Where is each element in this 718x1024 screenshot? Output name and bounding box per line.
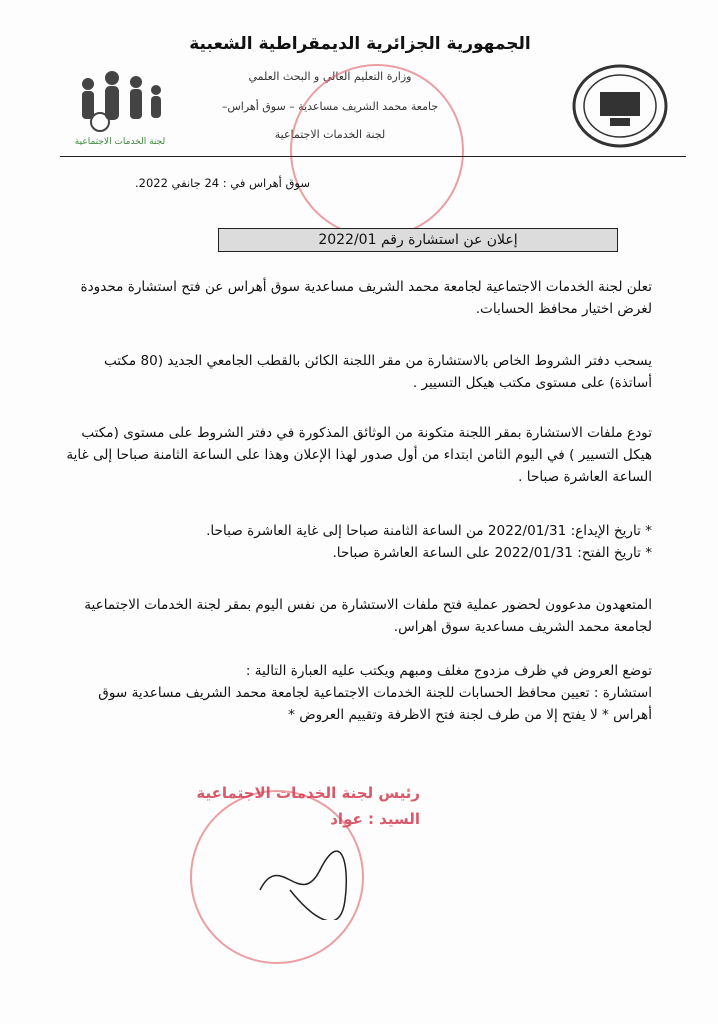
university-name: جامعة محمد الشريف مساعدية – سوق أهراس– <box>221 100 439 113</box>
university-logo-icon <box>570 62 670 150</box>
committee-name: لجنة الخدمات الاجتماعية <box>274 128 386 141</box>
signatory-name: السيد : عواد <box>330 810 420 828</box>
paragraph-specifications: يسحب دفتر الشروط الخاص بالاستشارة من مقر اللجنة الكائن بالقطب الجامعي الجديد (80 مكتب أساتذة) على مستوى مكتب هيكل التسيير . <box>103 353 652 391</box>
paragraph-intro: تعلن لجنة الخدمات الاجتماعية لجامعة محمد الشريف مساعدية سوق أهراس عن فتح استشارة محدودة لغرض اختيار محافظ الحسابات. <box>80 279 652 317</box>
paragraph-envelope <box>62 660 652 726</box>
paragraph-invitation: المتعهدون مدعوون لحضور عملية فتح ملفات الاستشارة من نفس اليوم بمقر لجنة الخدمات الاجتماعية لجامعة محمد الشريف مساعدية سوق اهراس. <box>84 597 652 635</box>
ministry-name: وزارة التعليم العالي و البحث العلمي <box>248 70 412 83</box>
logo-caption: لجنة الخدمات الاجتماعية <box>74 137 166 147</box>
committee-logo-icon <box>60 52 180 152</box>
header-divider <box>60 156 686 157</box>
paragraph-dates <box>62 520 652 564</box>
envelope-label: استشارة : تعيين محافظ الحسابات للجنة الخدمات الاجتماعية لجامعة محمد الشريف مساعدية سوق أهراس * لا يفتح إلا من طرف لجنة فتح الاظرفة وتقييم العروض * <box>98 685 652 723</box>
opening-date: * تاريخ الفتح: 2022/01/31 على الساعة العاشرة صباحا. <box>332 545 652 561</box>
signature-block <box>190 780 420 832</box>
deposit-date: * تاريخ الإيداع: 2022/01/31 من الساعة الثامنة صباحا إلى غاية العاشرة صباحا. <box>206 523 652 539</box>
signatory-title: رئيس لجنة الخدمات الاجتماعية <box>196 784 420 802</box>
country-name: الجمهورية الجزائرية الديمقراطية الشعبية <box>189 34 531 54</box>
handwritten-signature-icon <box>250 830 370 920</box>
announcement-title: إعلان عن استشارة رقم 2022/01 <box>218 228 618 252</box>
envelope-instructions: توضع العروض في ظرف مزدوج مغلف ومبهم ويكتب عليه العبارة التالية : <box>245 663 652 679</box>
paragraph-submission: تودع ملفات الاستشارة بمقر اللجنة متكونة من الوثائق المذكورة في دفتر الشروط على مستوى (مكتب هيكل التسيير ) في اليوم الثامن ابتداء من أول صدور لهذا الإعلان وهذا على الساعة الثامنة صباحا إلى غاية الساعة العاشرة صباحا . <box>66 425 652 485</box>
document-date: سوق أهراس في : 24 جانفي 2022. <box>134 176 310 190</box>
official-stamp-top <box>290 64 464 238</box>
